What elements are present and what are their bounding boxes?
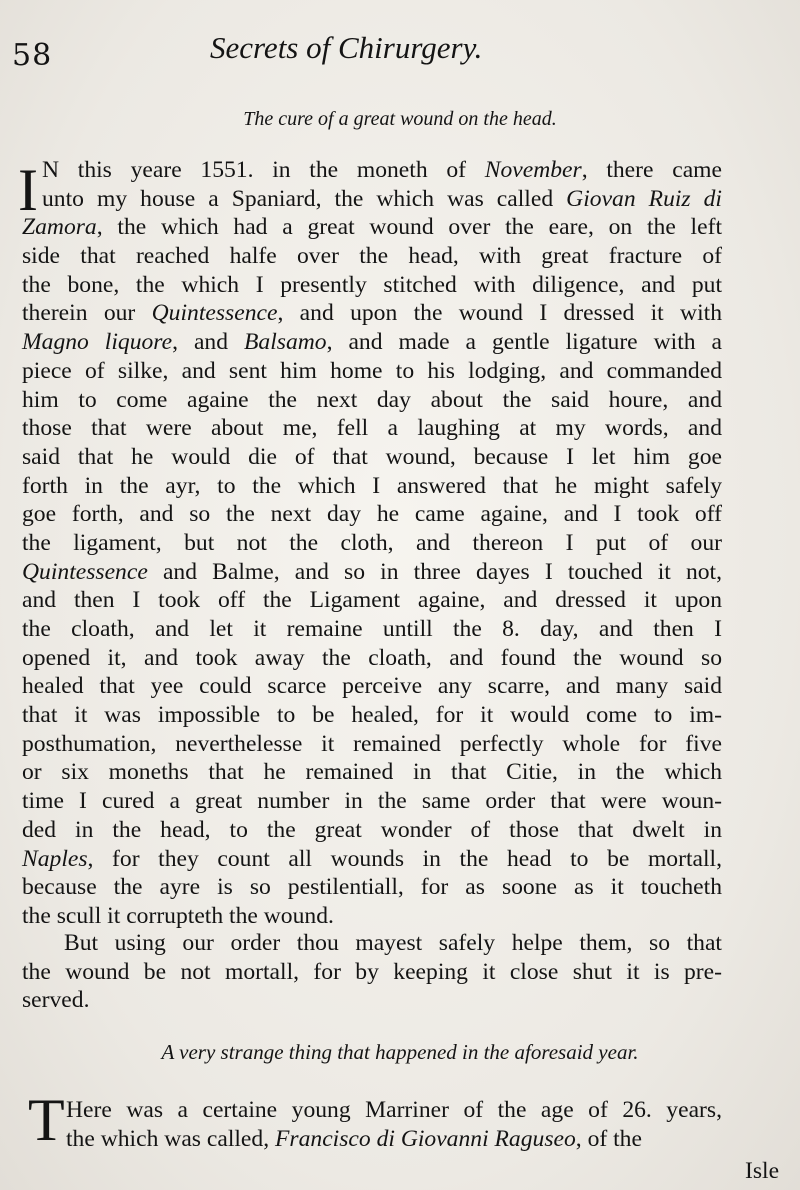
body-text-section1b [22,929,722,1015]
italic-term: Quintessence [22,558,148,585]
italic-term: Balsamo [244,329,327,356]
text-fragment: time I cured a great number in the same order that were woun- [22,788,722,815]
text-line [22,758,722,787]
catchword: Isle [745,1158,780,1184]
text-line [22,156,722,185]
running-head: Secrets of Chirurgery. [210,30,483,65]
text-fragment: side that reached halfe over the head, with great fracture of [22,243,722,270]
text-fragment: opened it, and took away the cloath, and found the wound so [22,644,722,671]
text-fragment: and Balme, and so in three dayes I touched it not, [147,558,722,585]
text-line [22,586,722,615]
section-heading-cure: The cure of a great wound on the head. [243,108,557,130]
text-line [22,1125,722,1154]
text-line [22,386,722,415]
text-line [22,299,722,328]
text-fragment: that it was impossible to be healed, for it would come to im- [22,702,722,729]
text-fragment: the which was called, [66,1125,275,1152]
text-line [22,615,722,644]
text-fragment: , and [172,329,244,356]
text-fragment: because the ayre is so pestilentiall, for as soone as it toucheth [22,874,722,901]
text-fragment: , of the [575,1125,642,1152]
text-line [22,701,722,730]
text-line [22,644,722,673]
text-fragment: said that he would die of that wound, because I let him goe [22,443,722,470]
italic-name: Francisco di Giovanni Raguseo [275,1125,576,1152]
page-number: 58 [12,38,53,73]
text-line [22,472,722,501]
text-line [22,558,722,587]
italic-term: November [484,157,582,183]
text-line [22,816,722,845]
text-line [22,414,722,443]
text-fragment: N this yeare 1551. in the moneth of [42,157,485,183]
drop-cap-i: I [18,157,38,223]
italic-term: Giovan Ruiz di [566,185,722,212]
text-fragment: posthumation, neverthelesse it remained perfectly whole for five [22,730,722,757]
text-fragment: , and upon the wound I dressed it with [277,300,722,327]
text-line [22,500,722,529]
text-line [22,845,722,874]
text-line [22,271,722,300]
text-line [22,213,722,242]
text-fragment: the ligament, but not the cloth, and thereon I put of our [22,529,722,556]
text-fragment: the scull it corrupteth the wound. [22,902,334,929]
text-line: served. [22,987,90,1014]
text-line [22,443,722,472]
text-fragment: , there came [581,157,722,183]
drop-cap-t: T [28,1087,65,1153]
body-text-section2 [22,1096,722,1153]
italic-term: Magno liquore [22,329,173,356]
text-line [22,873,722,902]
text-fragment: healed that yee could scarce perceive any scarre, and many said [22,673,722,700]
text-fragment: , for they count all wounds in the head to be mortall, [87,845,722,872]
text-line [22,357,722,386]
text-line: But using our order thou mayest safely helpe them, so that [64,930,722,956]
text-line [22,672,722,701]
section-heading-strange: A very strange thing that happened in the aforesaid year. [161,1040,639,1064]
body-text-section1 [22,156,722,931]
italic-term: Zamora [22,214,97,241]
text-line [22,902,722,931]
text-line [22,730,722,759]
text-fragment: , and made a gentle ligature with a [326,329,722,356]
text-line [22,185,722,214]
text-fragment: unto my house a Spaniard, the which was called [42,185,567,212]
text-line: the wound be not mortall, for by keeping it close shut it is pre- [22,958,722,985]
text-line [22,529,722,558]
italic-term: Quintessence [151,300,278,327]
text-fragment: forth in the ayr, to the which I answered that he might safely [22,472,722,499]
text-line [22,242,722,271]
text-fragment: the cloath, and let it remaine untill the 8. day, and then I [22,616,722,642]
text-line: Here was a certaine young Marriner of the age of 26. years, [66,1097,722,1123]
text-fragment: , the which had a great wound over the eare, on the left [96,214,722,241]
text-fragment: piece of silke, and sent him home to his lodging, and commanded [22,357,722,384]
text-line [22,787,722,816]
text-line [22,328,722,357]
text-fragment: and then I took off the Ligament againe, and dressed it upon [22,587,722,614]
text-fragment: the bone, the which I presently stitched with diligence, and put [22,271,722,298]
text-fragment: goe forth, and so the next day he came againe, and I took off [22,501,722,528]
text-fragment: ded in the head, to the great wonder of those that dwelt in [22,816,722,843]
text-fragment: him to come againe the next day about the said houre, and [22,386,722,413]
text-fragment: those that were about me, fell a laughing at my words, and [22,415,722,442]
text-fragment: or six moneths that he remained in that Citie, in the which [22,759,722,786]
text-fragment: therein our [22,300,152,327]
italic-term: Naples [22,845,88,872]
